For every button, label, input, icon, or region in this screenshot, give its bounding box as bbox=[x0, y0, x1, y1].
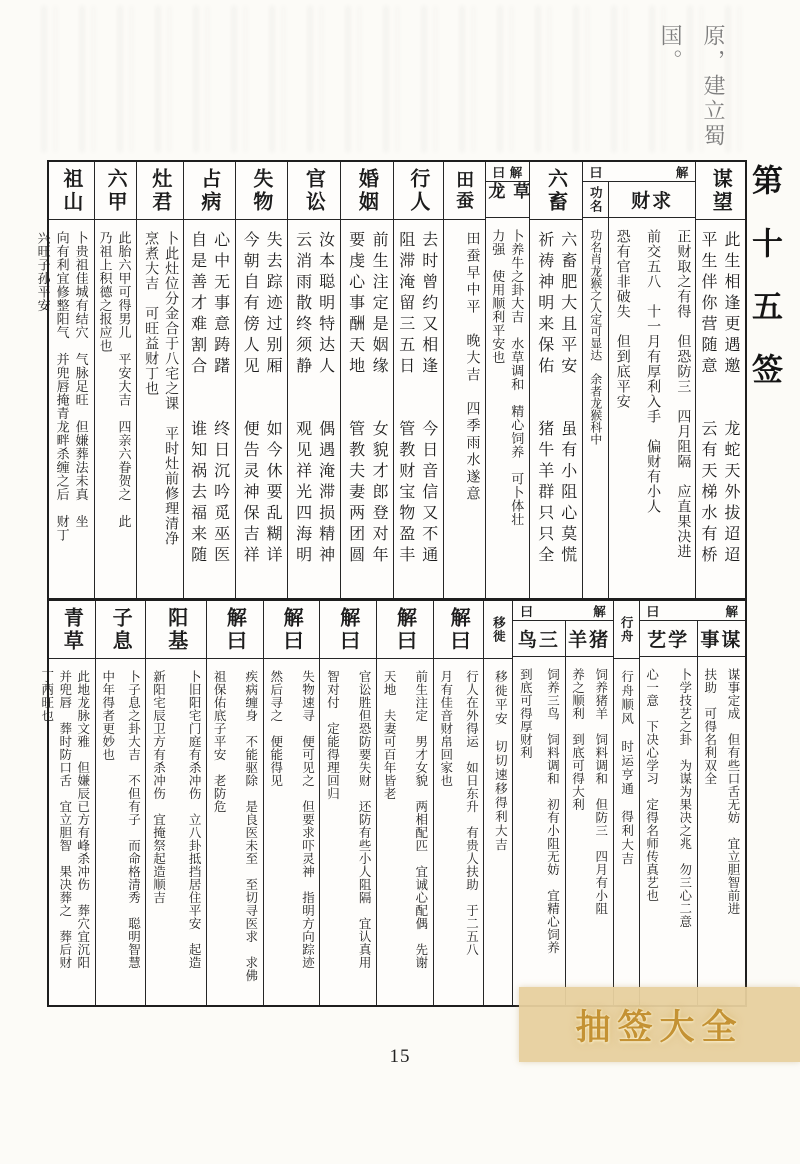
column-header-cell bbox=[341, 162, 393, 220]
column-header-cell bbox=[288, 162, 340, 220]
column-header-cell bbox=[236, 162, 288, 220]
column-header: 阳基 bbox=[164, 606, 187, 653]
text-line: 丁两旺也 bbox=[39, 670, 54, 722]
column-body bbox=[184, 220, 235, 598]
text-line: 此地龙脉文雅 但嫌辰已方有峰杀冲伤 葬穴宜沉阳 bbox=[75, 670, 90, 969]
column-mouwang bbox=[695, 162, 745, 598]
strip-char-yue: 曰 bbox=[520, 604, 533, 619]
text-line: 新阳宅辰卫方有杀冲伤 宜掩祭起造顺吉 bbox=[151, 670, 166, 904]
text-line: 汝本聪明特达人 偶遇淹滞损精神 bbox=[316, 231, 334, 567]
text-line: 卜贵祖佳城有结穴 气脉足旺 但嫌葬法未真 坐 bbox=[73, 231, 89, 528]
text-line: 恐有官非破失 但到底平安 bbox=[614, 229, 630, 409]
text-line: 中年得者更妙也 bbox=[100, 670, 115, 761]
column-header-cell bbox=[530, 162, 582, 220]
text-line: 此胎六甲可得男儿 平安大吉 四亲六眷贺之 此 bbox=[116, 231, 132, 528]
text-line: 养之顺利 到底可得大利 bbox=[570, 668, 585, 811]
column-header: 功名 bbox=[588, 186, 603, 213]
subcolumn-moushi bbox=[698, 621, 745, 1005]
strip-char-jie: 解 bbox=[593, 604, 606, 619]
column-jie-shiwu bbox=[263, 601, 320, 1005]
column-header-cell bbox=[394, 162, 443, 220]
fortune-table bbox=[35, 160, 747, 1007]
column-caolong bbox=[485, 162, 530, 598]
text-line: 祖保佑底子平安 老防危 bbox=[212, 670, 227, 813]
text-line: 智对付 定能得理回归 bbox=[325, 670, 340, 800]
column-header-cell bbox=[95, 162, 137, 220]
column-yixi bbox=[483, 601, 512, 1005]
text-line: 然后寻之 便能得见 bbox=[268, 670, 283, 787]
text-line: 心中无事意踌躇 终日沉吟觅巫医 bbox=[211, 231, 229, 567]
column-body bbox=[320, 659, 376, 1005]
column-body bbox=[614, 659, 639, 1005]
column-body bbox=[484, 659, 512, 1005]
column-zaojun bbox=[136, 162, 183, 598]
column-header-cell bbox=[609, 182, 696, 218]
column-tiancan bbox=[443, 162, 485, 598]
column-body bbox=[583, 218, 608, 598]
text-line: 功名肖龙猴之人定可显达 余者龙猴科中 bbox=[588, 229, 603, 445]
column-header: 事谋 bbox=[700, 630, 743, 651]
text-line: 力强 使用顺利平安也 bbox=[490, 229, 506, 364]
column-header-cell bbox=[146, 601, 206, 659]
strip-char-yue: 曰 bbox=[646, 604, 660, 619]
column-header-cell bbox=[184, 162, 235, 220]
column-body bbox=[96, 659, 146, 1005]
strip-char-jie: 解 bbox=[675, 165, 689, 180]
top-band bbox=[35, 160, 747, 600]
strip-char-yue: 曰 bbox=[589, 165, 603, 180]
column-header-cell bbox=[614, 601, 639, 659]
column-header: 六畜 bbox=[544, 167, 567, 214]
column-header: 艺学 bbox=[647, 630, 690, 651]
bottom-band bbox=[39, 599, 747, 1007]
text-line: 行舟顺风 时运亨通 得利大吉 bbox=[619, 670, 634, 866]
column-guansong bbox=[287, 162, 340, 598]
text-line: 到底可得厚财利 bbox=[518, 668, 533, 759]
column-header-cell bbox=[696, 162, 745, 220]
column-header: 解曰 bbox=[447, 606, 470, 653]
column-header-cell bbox=[207, 601, 263, 659]
strip-char-jie: 解 bbox=[725, 604, 738, 619]
subcolumn-gongming bbox=[583, 182, 609, 598]
column-body bbox=[207, 659, 263, 1005]
column-header: 青草 bbox=[60, 606, 83, 653]
text-line: 去时曾约又相逢 今日音信又不通 bbox=[419, 231, 437, 567]
watermark-label: 抽签大全 bbox=[575, 1007, 744, 1047]
subcolumn-caiqiu bbox=[609, 182, 696, 598]
column-header: 祖山 bbox=[59, 167, 82, 214]
column-body bbox=[434, 659, 484, 1005]
column-body bbox=[486, 218, 530, 598]
column-body bbox=[146, 659, 206, 1005]
column-header: 子息 bbox=[109, 606, 132, 653]
column-header: 财求 bbox=[631, 191, 674, 212]
text-line: 卜养牛之卦大吉 水草调和 精心饲养 可卜体壮 bbox=[509, 229, 525, 526]
column-header-cell bbox=[137, 162, 183, 220]
column-header-cell bbox=[49, 162, 94, 220]
column-body bbox=[513, 657, 564, 1005]
column-body bbox=[696, 220, 745, 598]
text-line: 失物速寻 便可见之 但要求吓灵神 指明方向踪迹 bbox=[300, 670, 315, 969]
column-header: 失物 bbox=[249, 167, 272, 214]
text-line: 阻滞淹留三五日 管教财宝物盈丰 bbox=[396, 231, 414, 567]
column-body bbox=[95, 220, 137, 598]
column-header-cell bbox=[264, 601, 320, 659]
text-line: 乃祖上积德之报应也 bbox=[97, 231, 113, 353]
text-line: 正财取之有得 但恐防三 四月阻隔 应直果决进 bbox=[675, 229, 691, 559]
column-body bbox=[566, 657, 613, 1005]
column-header-cell bbox=[566, 621, 613, 657]
column-hunyin bbox=[340, 162, 393, 598]
column-header: 灶君 bbox=[148, 167, 171, 214]
sign-title: 第十五签 bbox=[747, 164, 782, 416]
column-header: 行人 bbox=[406, 167, 429, 214]
subcolumn-row bbox=[640, 621, 745, 1005]
text-line: 云消雨散终须静 观见祥光四海明 bbox=[293, 231, 311, 567]
text-line: 饲养三鸟 饲料调和 初有小阻无妨 宜精心饲养 bbox=[545, 668, 560, 954]
column-body bbox=[609, 218, 696, 598]
column-shiwu bbox=[235, 162, 288, 598]
column-body bbox=[530, 220, 582, 598]
column-xingzhou bbox=[613, 601, 639, 1005]
text-line: 卜子息之卦大吉 不但有子 而命格清秀 聪明智慧 bbox=[126, 670, 141, 969]
text-line: 要虔心事酬天地 管教夫妻两团圆 bbox=[346, 231, 364, 567]
text-line: 饲养猪羊 饲料调和 但防三 四月有小阻 bbox=[593, 668, 608, 915]
column-header-cell bbox=[434, 601, 484, 659]
subcolumn-sanniao bbox=[513, 621, 565, 1005]
strip-char-jie: 解 bbox=[509, 165, 523, 180]
column-header-cell bbox=[698, 621, 745, 657]
column-header: 羊猪 bbox=[568, 630, 611, 651]
subcolumn-row bbox=[513, 621, 612, 1005]
column-header-cell bbox=[640, 621, 697, 657]
jie-strip bbox=[583, 162, 696, 182]
text-line: 并兜唇 葬时防口舌 宜立胆智 果决葬之 葬后财 bbox=[57, 670, 72, 969]
column-header-cell bbox=[96, 601, 146, 659]
text-line: 前生注定 男才女貌 两相配匹 宜诚心配偶 先谢 bbox=[413, 670, 428, 969]
text-line: 祈祷神明来保佑 猪牛羊群只只全 bbox=[535, 231, 553, 567]
column-liuchu bbox=[529, 162, 582, 598]
column-header: 解曰 bbox=[280, 606, 303, 653]
subcolumn-row bbox=[583, 182, 696, 598]
text-line: 卜旧阳宅门庭有杀冲伤 立八卦抵挡居住平安 起造 bbox=[187, 670, 202, 969]
strip-char-yue: 曰 bbox=[492, 165, 506, 180]
column-body bbox=[394, 220, 443, 598]
page-number: 15 bbox=[389, 1046, 411, 1067]
column-header: 解曰 bbox=[393, 606, 416, 653]
column-header: 田蚕 bbox=[454, 169, 475, 212]
column-body bbox=[341, 220, 393, 598]
column-xingren bbox=[393, 162, 443, 598]
text-line: 六畜肥大且平安 虽有小阻心莫慌 bbox=[558, 231, 576, 567]
column-header: 谋望 bbox=[709, 167, 732, 214]
column-header: 鸟三 bbox=[517, 630, 560, 651]
column-jie-guansong bbox=[319, 601, 376, 1005]
column-header: 解曰 bbox=[223, 606, 246, 653]
column-header-cell bbox=[320, 601, 376, 659]
column-header: 行舟 bbox=[619, 616, 634, 643]
column-header-cell bbox=[484, 601, 512, 659]
column-yangji bbox=[145, 601, 206, 1005]
text-line: 前生注定是姻缘 女貌才郎登对年 bbox=[370, 231, 388, 567]
column-header-cell bbox=[444, 162, 485, 220]
column-jie-xingren bbox=[433, 601, 484, 1005]
text-line: 扶助 可得名利双全 bbox=[702, 668, 717, 785]
column-liujia bbox=[94, 162, 137, 598]
column-body bbox=[236, 220, 288, 598]
text-line: 今朝自有傍人见 便告灵神保吉祥 bbox=[241, 231, 259, 567]
ink-bleedthrough bbox=[42, 6, 748, 152]
group-moushi-xueyi bbox=[639, 601, 745, 1005]
watermark-box bbox=[519, 987, 800, 1062]
column-body bbox=[377, 659, 433, 1005]
column-header: 婚姻 bbox=[355, 167, 378, 214]
group-zhuyang-sanniao bbox=[512, 601, 612, 1005]
column-jie-hunyin bbox=[376, 601, 433, 1005]
text-line: 此生相逢更遇邀 龙蛇天外拔迢迢 bbox=[722, 231, 739, 567]
column-body bbox=[640, 657, 697, 1005]
column-header: 草龙 bbox=[485, 182, 530, 202]
text-line: 行人在外得运 如日东升 有贵人扶助 于二五八 bbox=[464, 670, 479, 956]
column-zhanbing bbox=[183, 162, 235, 598]
text-line: 前交五八 十一月有厚利入手 偏财有小人 bbox=[645, 229, 661, 514]
column-header: 官讼 bbox=[302, 167, 325, 214]
column-header: 移徙 bbox=[491, 616, 506, 643]
text-line: 兴旺子孙平安 bbox=[35, 231, 51, 312]
text-line: 月有佳音财帛回家也 bbox=[438, 670, 453, 787]
text-line: 移徙平安 切切速移得利大吉 bbox=[493, 670, 508, 852]
text-line: 卜学技艺之卦 为谋为果决之兆 勿三心二意 bbox=[677, 668, 692, 928]
column-body bbox=[35, 220, 94, 598]
previous-page-text: 原，建立蜀国。 bbox=[658, 24, 726, 149]
text-line: 田蚕早中平 晚大吉 四季雨水遂意 bbox=[464, 231, 480, 503]
text-line: 官讼胜但恐防要失财 还防有些小人阻隔 宜认真用 bbox=[357, 670, 372, 969]
column-body bbox=[39, 659, 95, 1005]
text-line: 疾病缠身 不能驱除 是良医未至 至切寻医求 求佛 bbox=[243, 670, 258, 982]
subcolumn-zhuyang bbox=[566, 621, 613, 1005]
text-line: 失去踪迹过别厢 如今休要乱糊详 bbox=[264, 231, 282, 567]
text-line: 心一意 下决心学习 定得名师传真艺也 bbox=[644, 668, 659, 902]
column-body bbox=[288, 220, 340, 598]
column-header-cell bbox=[486, 182, 530, 218]
column-qingcao bbox=[39, 601, 95, 1005]
text-line: 卜此灶位分金合于八宅之课 平时灶前修理清净 bbox=[163, 231, 179, 546]
column-header-cell bbox=[583, 182, 608, 218]
column-gongming-caiqiu bbox=[582, 162, 696, 598]
column-header: 解曰 bbox=[336, 606, 359, 653]
text-line: 平生伴你营随意 云有天梯水有桥 bbox=[699, 231, 716, 567]
jie-strip bbox=[486, 162, 530, 182]
column-header: 占病 bbox=[197, 167, 220, 214]
column-jie-jibing bbox=[206, 601, 263, 1005]
column-zixi bbox=[95, 601, 146, 1005]
column-body bbox=[264, 659, 320, 1005]
jie-strip bbox=[640, 601, 745, 621]
jie-strip bbox=[513, 601, 612, 621]
text-line: 自是善才难割合 谁知祸去福来随 bbox=[188, 231, 206, 567]
column-body bbox=[698, 657, 745, 1005]
column-zushan bbox=[35, 162, 94, 598]
column-header-cell bbox=[49, 601, 95, 659]
column-header-cell bbox=[377, 601, 433, 659]
column-body bbox=[444, 220, 485, 598]
column-header-cell bbox=[513, 621, 564, 657]
column-body bbox=[137, 220, 183, 598]
subcolumn-xueyi bbox=[640, 621, 698, 1005]
text-line: 谋事定成 但有些口舌无妨 宜立胆智前进 bbox=[726, 668, 740, 915]
text-line: 天地 夫妻可百年皆老 bbox=[382, 670, 397, 800]
text-line: 向有利宜修整阳气 并兜唇掩青龙畔杀缠之后 财丁 bbox=[54, 231, 70, 542]
column-header: 六甲 bbox=[104, 167, 127, 214]
text-line: 烹煮大吉 可旺益财丁也 bbox=[143, 231, 159, 396]
